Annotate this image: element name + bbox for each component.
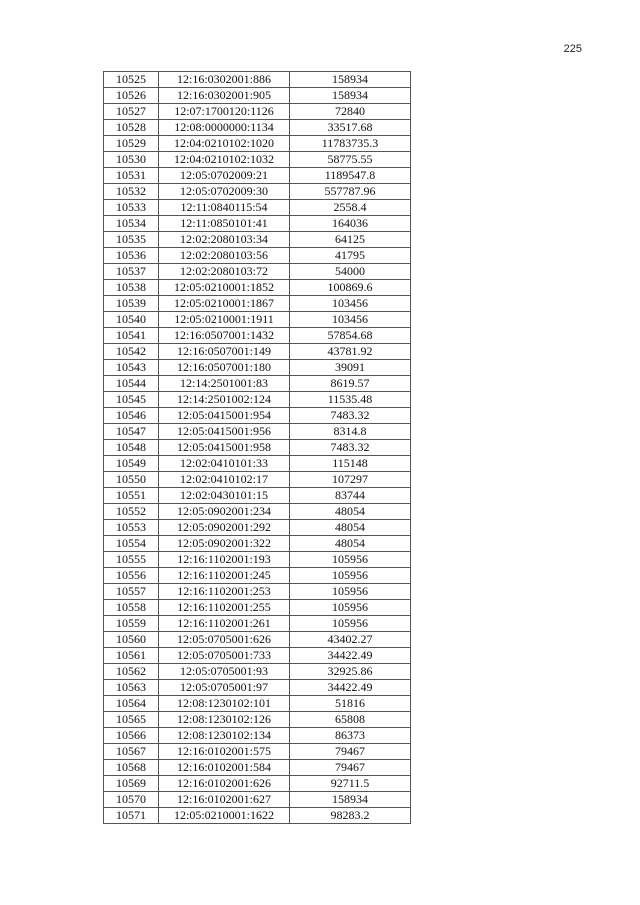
row-number-cell: 10529 <box>104 136 159 152</box>
value-cell: 8619.57 <box>290 376 411 392</box>
value-cell: 105956 <box>290 584 411 600</box>
cadastral-number-cell: 12:16:0102001:584 <box>159 760 290 776</box>
row-number-cell: 10547 <box>104 424 159 440</box>
value-cell: 7483.32 <box>290 408 411 424</box>
cadastral-number-cell: 12:08:0000000:1134 <box>159 120 290 136</box>
table-row <box>104 264 411 280</box>
row-number-cell: 10537 <box>104 264 159 280</box>
table-row <box>104 440 411 456</box>
value-cell: 103456 <box>290 312 411 328</box>
table-row <box>104 296 411 312</box>
row-number-cell: 10553 <box>104 520 159 536</box>
cadastral-number-cell: 12:05:0210001:1852 <box>159 280 290 296</box>
table-row <box>104 280 411 296</box>
cadastral-number-cell: 12:16:0102001:627 <box>159 792 290 808</box>
value-cell: 158934 <box>290 72 411 88</box>
row-number-cell: 10569 <box>104 776 159 792</box>
cadastral-number-cell: 12:16:0507001:1432 <box>159 328 290 344</box>
value-cell: 11535.48 <box>290 392 411 408</box>
row-number-cell: 10555 <box>104 552 159 568</box>
cadastral-number-cell: 12:02:0410101:33 <box>159 456 290 472</box>
cadastral-number-cell: 12:16:1102001:245 <box>159 568 290 584</box>
cadastral-number-cell: 12:05:0210001:1867 <box>159 296 290 312</box>
cadastral-number-cell: 12:05:0210001:1622 <box>159 808 290 824</box>
value-cell: 7483.32 <box>290 440 411 456</box>
table-row <box>104 456 411 472</box>
value-cell: 33517.68 <box>290 120 411 136</box>
value-cell: 48054 <box>290 536 411 552</box>
cadastral-number-cell: 12:02:2080103:34 <box>159 232 290 248</box>
cadastral-number-cell: 12:08:1230102:101 <box>159 696 290 712</box>
table-row <box>104 328 411 344</box>
cadastral-number-cell: 12:16:0507001:149 <box>159 344 290 360</box>
table-row <box>104 72 411 88</box>
cadastral-number-cell: 12:07:1700120:1126 <box>159 104 290 120</box>
cadastral-number-cell: 12:05:0415001:956 <box>159 424 290 440</box>
value-cell: 58775.55 <box>290 152 411 168</box>
row-number-cell: 10566 <box>104 728 159 744</box>
cadastral-number-cell: 12:16:0302001:886 <box>159 72 290 88</box>
row-number-cell: 10536 <box>104 248 159 264</box>
cadastral-number-cell: 12:16:1102001:255 <box>159 600 290 616</box>
row-number-cell: 10568 <box>104 760 159 776</box>
row-number-cell: 10534 <box>104 216 159 232</box>
row-number-cell: 10561 <box>104 648 159 664</box>
table-row <box>104 728 411 744</box>
value-cell: 8314.8 <box>290 424 411 440</box>
cadastral-number-cell: 12:16:1102001:193 <box>159 552 290 568</box>
table-row <box>104 632 411 648</box>
value-cell: 103456 <box>290 296 411 312</box>
table-row <box>104 136 411 152</box>
table-row <box>104 376 411 392</box>
value-cell: 92711.5 <box>290 776 411 792</box>
table-row <box>104 680 411 696</box>
cadastral-number-cell: 12:05:0705001:733 <box>159 648 290 664</box>
row-number-cell: 10560 <box>104 632 159 648</box>
table-row <box>104 536 411 552</box>
row-number-cell: 10527 <box>104 104 159 120</box>
table-row <box>104 184 411 200</box>
row-number-cell: 10539 <box>104 296 159 312</box>
table-row <box>104 696 411 712</box>
table-row <box>104 600 411 616</box>
value-cell: 105956 <box>290 600 411 616</box>
row-number-cell: 10570 <box>104 792 159 808</box>
page-number: 225 <box>563 43 582 55</box>
row-number-cell: 10554 <box>104 536 159 552</box>
value-cell: 100869.6 <box>290 280 411 296</box>
cadastral-number-cell: 12:05:0902001:292 <box>159 520 290 536</box>
value-cell: 158934 <box>290 792 411 808</box>
cadastral-number-cell: 12:08:1230102:126 <box>159 712 290 728</box>
table-body <box>104 72 411 824</box>
value-cell: 98283.2 <box>290 808 411 824</box>
table-row <box>104 792 411 808</box>
table-row <box>104 568 411 584</box>
value-cell: 158934 <box>290 88 411 104</box>
table-row <box>104 520 411 536</box>
value-cell: 164036 <box>290 216 411 232</box>
cadastral-number-cell: 12:05:0702009:30 <box>159 184 290 200</box>
cadastral-number-cell: 12:05:0415001:954 <box>159 408 290 424</box>
row-number-cell: 10543 <box>104 360 159 376</box>
value-cell: 39091 <box>290 360 411 376</box>
table-row <box>104 104 411 120</box>
row-number-cell: 10546 <box>104 408 159 424</box>
cadastral-number-cell: 12:05:0705001:626 <box>159 632 290 648</box>
row-number-cell: 10540 <box>104 312 159 328</box>
value-cell: 34422.49 <box>290 680 411 696</box>
row-number-cell: 10530 <box>104 152 159 168</box>
table-row <box>104 120 411 136</box>
table-row <box>104 616 411 632</box>
row-number-cell: 10544 <box>104 376 159 392</box>
cadastral-number-cell: 12:05:0902001:322 <box>159 536 290 552</box>
table-row <box>104 200 411 216</box>
table-row <box>104 88 411 104</box>
cadastral-number-cell: 12:14:2501001:83 <box>159 376 290 392</box>
value-cell: 65808 <box>290 712 411 728</box>
table-row <box>104 312 411 328</box>
row-number-cell: 10535 <box>104 232 159 248</box>
cadastral-number-cell: 12:02:2080103:72 <box>159 264 290 280</box>
cadastral-number-cell: 12:05:0902001:234 <box>159 504 290 520</box>
table-row <box>104 168 411 184</box>
table-row <box>104 712 411 728</box>
value-cell: 105956 <box>290 552 411 568</box>
row-number-cell: 10565 <box>104 712 159 728</box>
cadastral-number-cell: 12:11:0840115:54 <box>159 200 290 216</box>
table-row <box>104 776 411 792</box>
cadastral-number-cell: 12:05:0705001:97 <box>159 680 290 696</box>
row-number-cell: 10564 <box>104 696 159 712</box>
value-cell: 48054 <box>290 520 411 536</box>
cadastral-number-cell: 12:08:1230102:134 <box>159 728 290 744</box>
row-number-cell: 10563 <box>104 680 159 696</box>
cadastral-number-cell: 12:14:2501002:124 <box>159 392 290 408</box>
row-number-cell: 10531 <box>104 168 159 184</box>
row-number-cell: 10526 <box>104 88 159 104</box>
row-number-cell: 10558 <box>104 600 159 616</box>
value-cell: 64125 <box>290 232 411 248</box>
table-row <box>104 648 411 664</box>
value-cell: 1189547.8 <box>290 168 411 184</box>
table-row <box>104 552 411 568</box>
cadastral-number-cell: 12:02:0430101:15 <box>159 488 290 504</box>
row-number-cell: 10567 <box>104 744 159 760</box>
cadastral-number-cell: 12:16:0102001:575 <box>159 744 290 760</box>
table-row <box>104 760 411 776</box>
table-row <box>104 664 411 680</box>
row-number-cell: 10538 <box>104 280 159 296</box>
value-cell: 107297 <box>290 472 411 488</box>
row-number-cell: 10559 <box>104 616 159 632</box>
row-number-cell: 10532 <box>104 184 159 200</box>
value-cell: 43402.27 <box>290 632 411 648</box>
value-cell: 105956 <box>290 568 411 584</box>
cadastral-number-cell: 12:16:0302001:905 <box>159 88 290 104</box>
table-row <box>104 744 411 760</box>
data-table <box>103 71 411 824</box>
value-cell: 11783735.3 <box>290 136 411 152</box>
table-row <box>104 344 411 360</box>
cadastral-number-cell: 12:02:0410102:17 <box>159 472 290 488</box>
value-cell: 83744 <box>290 488 411 504</box>
cadastral-number-cell: 12:11:0850101:41 <box>159 216 290 232</box>
value-cell: 51816 <box>290 696 411 712</box>
row-number-cell: 10542 <box>104 344 159 360</box>
row-number-cell: 10557 <box>104 584 159 600</box>
cadastral-number-cell: 12:05:0705001:93 <box>159 664 290 680</box>
cadastral-number-cell: 12:16:0102001:626 <box>159 776 290 792</box>
value-cell: 43781.92 <box>290 344 411 360</box>
value-cell: 54000 <box>290 264 411 280</box>
value-cell: 34422.49 <box>290 648 411 664</box>
row-number-cell: 10550 <box>104 472 159 488</box>
table-row <box>104 408 411 424</box>
table-row <box>104 392 411 408</box>
table-row <box>104 472 411 488</box>
cadastral-number-cell: 12:05:0210001:1911 <box>159 312 290 328</box>
table-row <box>104 232 411 248</box>
table-row <box>104 248 411 264</box>
row-number-cell: 10562 <box>104 664 159 680</box>
row-number-cell: 10551 <box>104 488 159 504</box>
row-number-cell: 10525 <box>104 72 159 88</box>
value-cell: 115148 <box>290 456 411 472</box>
row-number-cell: 10541 <box>104 328 159 344</box>
table-row <box>104 424 411 440</box>
value-cell: 48054 <box>290 504 411 520</box>
cadastral-number-cell: 12:02:2080103:56 <box>159 248 290 264</box>
value-cell: 57854.68 <box>290 328 411 344</box>
cadastral-number-cell: 12:04:0210102:1032 <box>159 152 290 168</box>
cadastral-number-cell: 12:16:0507001:180 <box>159 360 290 376</box>
table-row <box>104 808 411 824</box>
row-number-cell: 10545 <box>104 392 159 408</box>
value-cell: 79467 <box>290 744 411 760</box>
value-cell: 72840 <box>290 104 411 120</box>
value-cell: 2558.4 <box>290 200 411 216</box>
row-number-cell: 10571 <box>104 808 159 824</box>
row-number-cell: 10556 <box>104 568 159 584</box>
table-row <box>104 504 411 520</box>
cadastral-number-cell: 12:04:0210102:1020 <box>159 136 290 152</box>
table-row <box>104 488 411 504</box>
value-cell: 105956 <box>290 616 411 632</box>
cadastral-number-cell: 12:05:0702009:21 <box>159 168 290 184</box>
row-number-cell: 10533 <box>104 200 159 216</box>
table-row <box>104 584 411 600</box>
row-number-cell: 10549 <box>104 456 159 472</box>
table-row <box>104 360 411 376</box>
table-row <box>104 152 411 168</box>
row-number-cell: 10528 <box>104 120 159 136</box>
row-number-cell: 10548 <box>104 440 159 456</box>
value-cell: 86373 <box>290 728 411 744</box>
cadastral-number-cell: 12:16:1102001:261 <box>159 616 290 632</box>
value-cell: 41795 <box>290 248 411 264</box>
table-row <box>104 216 411 232</box>
value-cell: 557787.96 <box>290 184 411 200</box>
value-cell: 79467 <box>290 760 411 776</box>
row-number-cell: 10552 <box>104 504 159 520</box>
value-cell: 32925.86 <box>290 664 411 680</box>
cadastral-number-cell: 12:05:0415001:958 <box>159 440 290 456</box>
cadastral-number-cell: 12:16:1102001:253 <box>159 584 290 600</box>
